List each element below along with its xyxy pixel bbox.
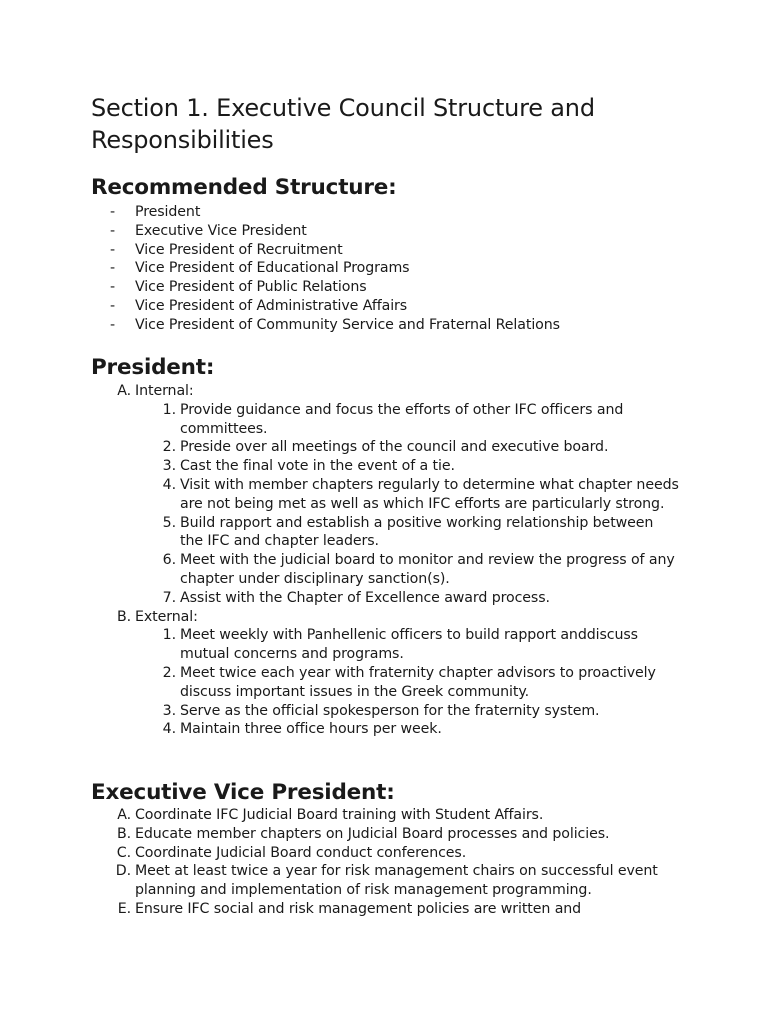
outline-marker: 1. (162, 627, 176, 644)
outline-marker: A. (117, 807, 131, 823)
list-item (0, 806, 680, 825)
recommended-structure-list (110, 203, 560, 335)
list-item (0, 626, 680, 664)
list-item-text: Meet twice each year with fraternity chapter advisors to proactively discuss important issues in the Greek community. (180, 664, 656, 700)
list-item-text: Meet weekly with Panhellenic officers to build rapport anddiscuss mutual concerns and programs. (180, 627, 638, 663)
list-item (110, 316, 560, 335)
outline-marker: 2. (162, 664, 176, 681)
list-item-text: Visit with member chapters regularly to determine what chapter needs are not being met as well as which IFC efforts are particularly strong. (180, 476, 679, 512)
list-item-text: Vice President of Public Relations (135, 279, 367, 296)
list-item (0, 702, 680, 721)
list-item (0, 476, 680, 514)
list-item (0, 457, 680, 476)
list-item-text: Build rapport and establish a positive working relationship between the IFC and chapter leaders. (180, 514, 654, 550)
list-item (0, 438, 680, 457)
executive-vp-outline (0, 806, 680, 919)
list-item-text: Preside over all meetings of the council and executive board. (180, 439, 609, 456)
list-item-text: Vice President of Recruitment (135, 241, 343, 258)
dash-bullet: - (110, 279, 116, 296)
outline-marker: 3. (162, 458, 176, 475)
list-item-text: Serve as the official spokesperson for the fraternity system. (180, 702, 600, 719)
list-item-text: Meet with the judicial board to monitor and review the progress of any chapter under disciplinary sanction(s). (180, 552, 675, 587)
dash-bullet: - (110, 316, 116, 333)
president-outline (0, 382, 680, 739)
recommended-structure-heading: Recommended Structure: (91, 175, 397, 200)
list-item-text: Assist with the Chapter of Excellence award process. (180, 589, 550, 606)
list-item (110, 222, 560, 241)
outline-marker: 4. (162, 721, 176, 738)
list-item (0, 720, 680, 739)
executive-vp-heading: Executive Vice President: (91, 780, 395, 805)
list-item (0, 900, 680, 919)
list-item-text: Ensure IFC social and risk management policies are written and (135, 900, 582, 917)
list-item (0, 514, 680, 552)
list-item-text: Cast the final vote in the event of a tie. (180, 458, 455, 475)
list-item (0, 844, 680, 863)
list-item (110, 259, 560, 278)
list-item-text: Provide guidance and focus the efforts of other IFC officers and committees. (180, 401, 624, 437)
list-item (110, 278, 560, 297)
dash-bullet: - (110, 297, 116, 314)
list-item (0, 589, 680, 608)
list-item (0, 862, 680, 900)
list-item (0, 551, 680, 589)
outline-marker: B. (116, 608, 131, 625)
list-item-text: Vice President of Educational Programs (135, 260, 410, 277)
list-item (0, 825, 680, 844)
list-item (110, 203, 560, 222)
list-item-text: President (135, 204, 201, 220)
outline-marker: 6. (162, 552, 176, 569)
list-item-text: Meet at least twice a year for risk management chairs on successful event planning and implementation of risk management programming. (135, 863, 658, 899)
page-title: Section 1. Executive Council Structure and Responsibilities (91, 94, 595, 154)
outline-marker: A. (117, 383, 131, 399)
president-heading: President: (91, 355, 215, 380)
list-item (110, 241, 560, 260)
list-item-text: Educate member chapters on Judicial Board processes and policies. (135, 825, 610, 842)
list-item-text: Vice President of Administrative Affairs (135, 297, 408, 314)
dash-bullet: - (110, 260, 116, 277)
list-item-text: Executive Vice President (135, 222, 307, 239)
list-item (0, 664, 680, 702)
list-item (110, 297, 560, 316)
outline-label: Internal: (135, 383, 194, 399)
outline-marker: 2. (162, 439, 176, 456)
president-internal-label (0, 382, 680, 401)
dash-bullet: - (110, 241, 116, 258)
outline-marker: 1. (162, 401, 176, 418)
outline-marker: E. (117, 900, 131, 917)
list-item-text: Coordinate Judicial Board conduct conferences. (135, 844, 467, 861)
outline-marker: C. (116, 844, 131, 861)
dash-bullet: - (110, 222, 116, 239)
list-item (0, 401, 680, 439)
list-item-text: Coordinate IFC Judicial Board training with Student Affairs. (135, 807, 544, 823)
list-item-text: Vice President of Community Service and Fraternal Relations (135, 316, 560, 333)
outline-marker: 7. (162, 589, 176, 606)
dash-bullet: - (110, 204, 116, 220)
outline-label: External: (135, 608, 198, 625)
outline-marker: 5. (162, 514, 176, 531)
outline-marker: B. (116, 825, 131, 842)
outline-marker: D. (115, 863, 131, 880)
president-external-label (0, 608, 680, 627)
outline-marker: 4. (162, 476, 176, 493)
outline-marker: 3. (162, 702, 176, 719)
list-item-text: Maintain three office hours per week. (180, 721, 442, 738)
